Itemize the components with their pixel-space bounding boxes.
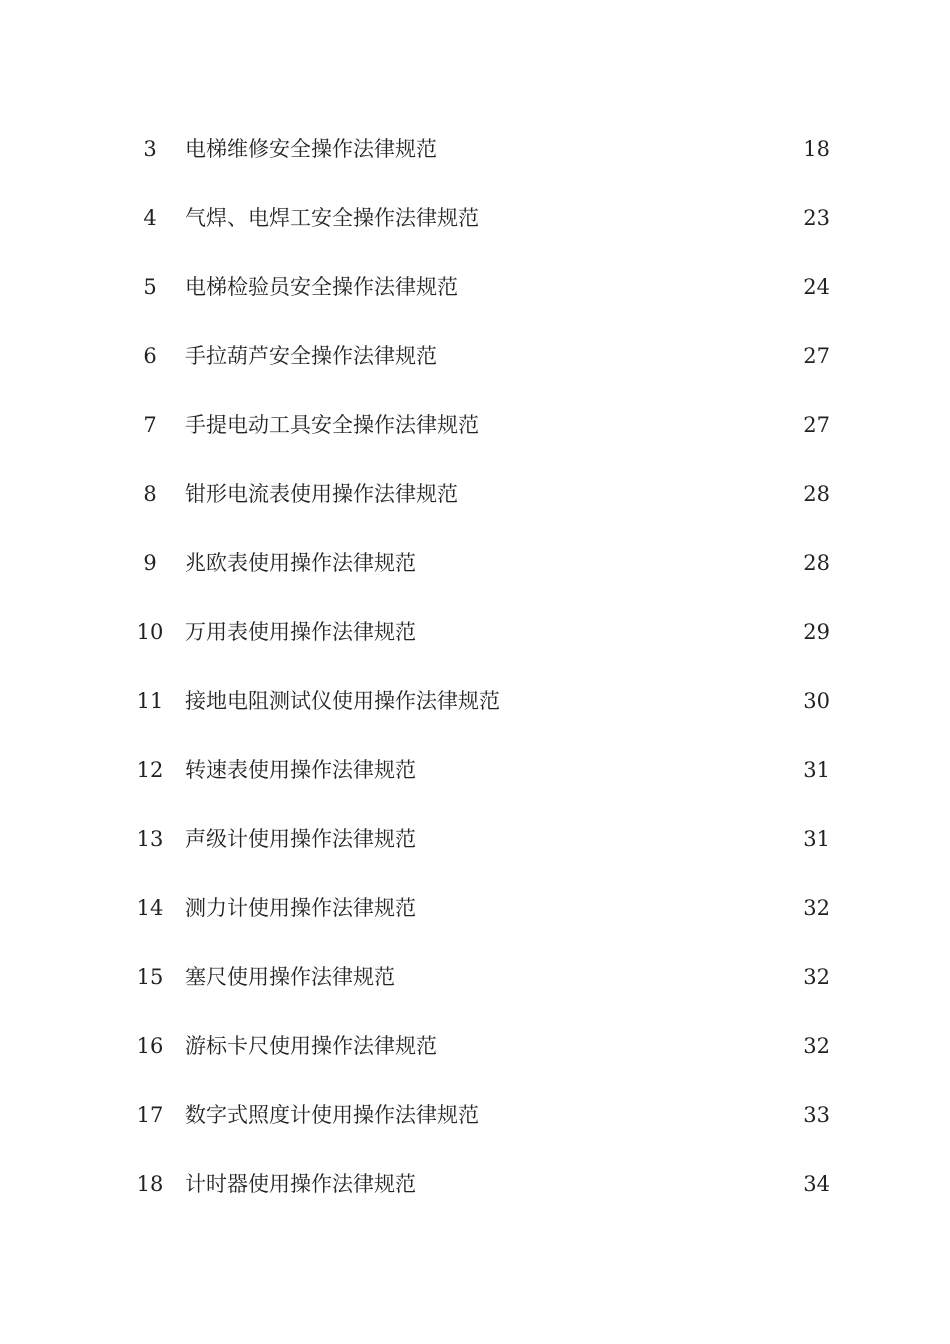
toc-entry[interactable] — [0, 391, 950, 460]
toc-entry-title: 手拉葫芦安全操作法律规范 — [185, 344, 437, 368]
toc-entry[interactable] — [0, 253, 950, 322]
toc-entry-title: 手提电动工具安全操作法律规范 — [185, 413, 479, 437]
toc-entry-title: 计时器使用操作法律规范 — [185, 1172, 416, 1196]
toc-entry-title: 测力计使用操作法律规范 — [185, 896, 416, 920]
toc-entry-page: 27 — [803, 413, 830, 437]
toc-entry-number: 9 — [143, 551, 157, 575]
toc-entry-page: 24 — [803, 275, 830, 299]
toc-entry-number: 5 — [143, 275, 157, 299]
toc-entry-number: 11 — [136, 689, 164, 713]
toc-entry-page: 32 — [803, 896, 830, 920]
toc-entry[interactable] — [0, 667, 950, 736]
toc-entry[interactable] — [0, 529, 950, 598]
toc-entry[interactable] — [0, 184, 950, 253]
toc-entry-page: 29 — [803, 620, 830, 644]
toc-entry-title: 数字式照度计使用操作法律规范 — [185, 1103, 479, 1127]
toc-entry-page: 27 — [803, 344, 830, 368]
toc-entry-title: 万用表使用操作法律规范 — [185, 620, 416, 644]
toc-entry-number: 17 — [136, 1103, 164, 1127]
toc-entry-page: 23 — [803, 206, 830, 230]
toc-entry-number: 18 — [136, 1172, 164, 1196]
toc-entry-title: 接地电阻测试仪使用操作法律规范 — [185, 689, 500, 713]
toc-entry-number: 16 — [136, 1034, 164, 1058]
toc-entry-page: 28 — [803, 551, 830, 575]
toc-entry-page: 18 — [803, 137, 830, 161]
toc-entry-number: 14 — [136, 896, 164, 920]
toc-entry[interactable] — [0, 598, 950, 667]
toc-entry[interactable] — [0, 874, 950, 943]
toc-entry-title: 声级计使用操作法律规范 — [185, 827, 416, 851]
toc-entry-title: 电梯检验员安全操作法律规范 — [185, 275, 458, 299]
table-of-contents — [0, 115, 950, 1219]
toc-entry-title: 钳形电流表使用操作法律规范 — [185, 482, 458, 506]
toc-entry-title: 转速表使用操作法律规范 — [185, 758, 416, 782]
toc-entry-title: 游标卡尺使用操作法律规范 — [185, 1034, 437, 1058]
toc-entry[interactable] — [0, 1012, 950, 1081]
toc-entry-number: 13 — [136, 827, 164, 851]
toc-entry-page: 28 — [803, 482, 830, 506]
toc-entry-page: 34 — [803, 1172, 830, 1196]
toc-entry-page: 31 — [803, 827, 830, 851]
toc-entry-title: 气焊、电焊工安全操作法律规范 — [185, 206, 479, 230]
toc-entry-page: 30 — [803, 689, 830, 713]
toc-entry-number: 7 — [143, 413, 157, 437]
toc-entry-title: 塞尺使用操作法律规范 — [185, 965, 395, 989]
toc-entry-number: 3 — [143, 137, 157, 161]
toc-entry[interactable] — [0, 943, 950, 1012]
toc-entry-page: 33 — [803, 1103, 830, 1127]
toc-entry[interactable] — [0, 736, 950, 805]
toc-entry-number: 10 — [136, 620, 164, 644]
toc-entry[interactable] — [0, 322, 950, 391]
toc-entry-number: 15 — [136, 965, 164, 989]
toc-entry[interactable] — [0, 1081, 950, 1150]
toc-entry[interactable] — [0, 115, 950, 184]
toc-entry-page: 32 — [803, 965, 830, 989]
toc-entry-number: 12 — [136, 758, 164, 782]
toc-entry-page: 32 — [803, 1034, 830, 1058]
toc-entry[interactable] — [0, 1150, 950, 1219]
toc-entry-number: 6 — [143, 344, 157, 368]
toc-entry[interactable] — [0, 460, 950, 529]
toc-entry-title: 电梯维修安全操作法律规范 — [185, 137, 437, 161]
toc-entry[interactable] — [0, 805, 950, 874]
toc-entry-title: 兆欧表使用操作法律规范 — [185, 551, 416, 575]
toc-entry-page: 31 — [803, 758, 830, 782]
toc-entry-number: 8 — [143, 482, 157, 506]
toc-entry-number: 4 — [143, 206, 157, 230]
